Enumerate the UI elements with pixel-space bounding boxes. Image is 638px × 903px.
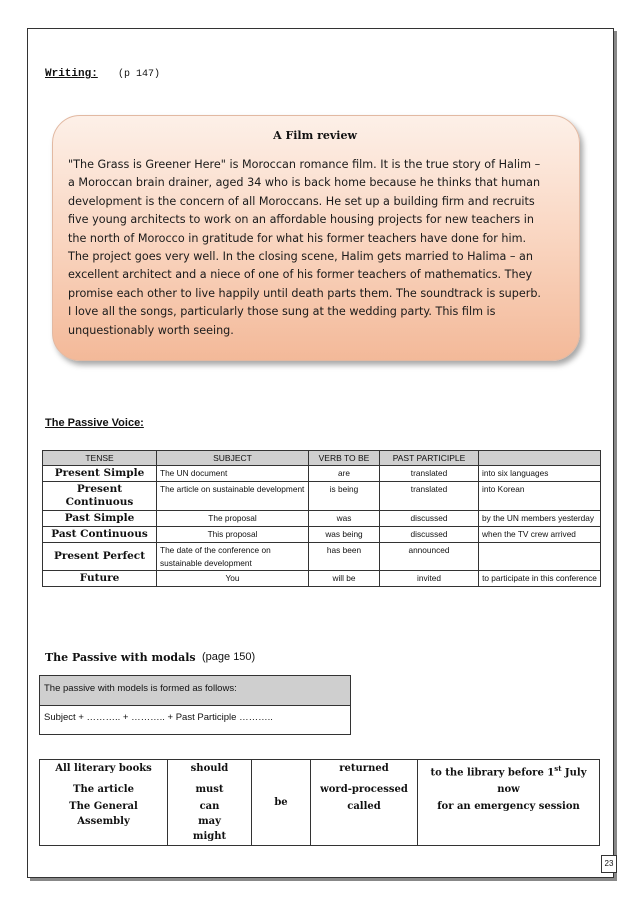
verb-to-be-cell: are <box>309 466 380 482</box>
modal-cell <box>168 798 252 846</box>
participle-cell: word-processed <box>311 781 418 798</box>
header-tense: TENSE <box>43 451 157 466</box>
subject-cell: The UN document <box>157 466 309 482</box>
passive-voice-heading: The Passive Voice: <box>45 417 144 429</box>
modals-examples-table <box>39 759 600 846</box>
participle-cell: translated <box>380 482 479 511</box>
review-line: five young architects to work on an affordable housing projects for new teachers in <box>68 213 534 227</box>
header-verb-to-be: VERB TO BE <box>309 451 380 466</box>
review-line: "The Grass is Greener Here" is Moroccan romance film. It is the true story of Halim – <box>68 158 541 171</box>
subject-cell: This proposal <box>157 527 309 543</box>
verb-to-be-cell: is being <box>309 482 380 511</box>
table-header-row <box>43 451 601 466</box>
film-review-title: A Film review <box>273 129 357 142</box>
review-line: development is the concern of all Moroccans. He set up a building firm and recruits <box>68 194 535 208</box>
header-past-participle: PAST PARTICIPLE <box>380 451 479 466</box>
subject-cell: The article on sustainable development <box>157 482 309 511</box>
subject-cell: All literary books <box>40 760 168 782</box>
modal-option: can <box>199 801 220 813</box>
formula-box-header: The passive with models is formed as follows: <box>40 676 350 706</box>
complement-cell: for an emergency session <box>418 798 600 846</box>
table-row <box>43 527 601 543</box>
modal-cell: should <box>168 760 252 782</box>
formula-box-formula: Subject + ……….. + ……….. + Past Participle ……….. <box>44 712 273 723</box>
review-line: unquestionably worth seeing. <box>68 323 234 337</box>
table-row <box>43 482 601 511</box>
participle-cell: called <box>311 798 418 846</box>
review-line: excellent architect and a niece of one of his former teachers of mathematics. They <box>68 268 533 282</box>
film-review-text <box>68 156 568 340</box>
participle-cell: discussed <box>380 511 479 527</box>
table-row <box>40 781 600 798</box>
header-subject: SUBJECT <box>157 451 309 466</box>
complement-cell <box>479 543 601 571</box>
tense-cell: Future <box>43 571 157 587</box>
review-line: The project goes very well. In the closing scene, Halim gets married to Halima – an <box>68 250 533 264</box>
review-line: I love all the songs, particularly those sung at the wedding party. This film is <box>68 305 496 319</box>
writing-heading: Writing: <box>45 68 98 80</box>
complement-cell: into Korean <box>479 482 601 511</box>
subject-cell: The date of the conference on sustainable development <box>157 543 309 571</box>
participle-cell: invited <box>380 571 479 587</box>
tense-cell: Present Continuous <box>43 482 157 511</box>
complement-cell: to the library before 1st July <box>418 760 600 782</box>
participle-cell: announced <box>380 543 479 571</box>
verb-to-be-cell: was being <box>309 527 380 543</box>
complement-cell: to participate in this conference <box>479 571 601 587</box>
verb-to-be-cell: will be <box>309 571 380 587</box>
review-line: a Moroccan brain drainer, aged 34 who is back home because he thinks that human <box>68 176 541 190</box>
complement-cell: by the UN members yesterday <box>479 511 601 527</box>
participle-cell: translated <box>380 466 479 482</box>
modal-option: may <box>198 816 221 828</box>
page-number: 23 <box>601 855 617 873</box>
verb-to-be-cell: has been <box>309 543 380 571</box>
modals-page-ref: (page 150) <box>202 651 256 663</box>
tense-cell: Past Simple <box>43 511 157 527</box>
header-complement <box>479 451 601 466</box>
table-row <box>43 571 601 587</box>
table-row <box>43 511 601 527</box>
complement-cell: when the TV crew arrived <box>479 527 601 543</box>
tense-cell: Present Perfect <box>43 543 157 571</box>
review-line: the north of Morocco in gratitude for what his former teachers have done for him. <box>68 231 527 245</box>
subject-cell: You <box>157 571 309 587</box>
subject-cell: The proposal <box>157 511 309 527</box>
table-row <box>43 543 601 571</box>
tense-cell: Present Simple <box>43 466 157 482</box>
modals-heading: The Passive with modals <box>45 651 196 664</box>
modals-formula-box <box>39 675 351 735</box>
subject-cell: The General Assembly <box>40 798 168 846</box>
modal-cell: must <box>168 781 252 798</box>
tense-cell: Past Continuous <box>43 527 157 543</box>
subject-cell: The article <box>40 781 168 798</box>
participle-cell: discussed <box>380 527 479 543</box>
modal-option: might <box>192 831 227 843</box>
table-row <box>43 466 601 482</box>
be-cell: be <box>252 760 311 846</box>
participle-cell: returned <box>311 760 418 782</box>
table-row <box>40 760 600 782</box>
review-line: promise each other to live happily until death parts them. The soundtrack is superb. <box>68 286 541 300</box>
writing-page-ref: (p 147) <box>118 69 161 80</box>
complement-cell: now <box>418 781 600 798</box>
passive-voice-table <box>42 450 601 587</box>
complement-cell: into six languages <box>479 466 601 482</box>
table-row <box>40 798 600 846</box>
verb-to-be-cell: was <box>309 511 380 527</box>
